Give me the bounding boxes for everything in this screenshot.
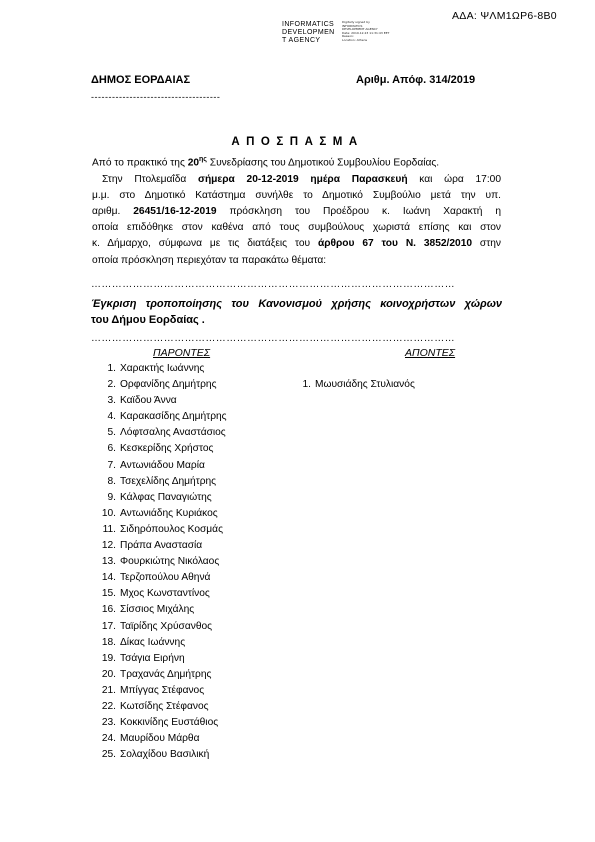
member-name: Τσάγια Ειρήνη <box>120 652 185 664</box>
member-number: 25. <box>101 749 116 761</box>
member-name: Ταϊρίδης Χρύσανθος <box>120 620 213 632</box>
member-number: 1. <box>107 363 116 374</box>
member-name: Καρακασίδης Δημήτρης <box>120 411 227 423</box>
member-number: 16. <box>101 604 116 616</box>
ada-code: ΑΔΑ: ΨΛΜ1ΩΡ6-8Β0 <box>452 10 557 22</box>
present-member <box>90 361 227 377</box>
present-member <box>90 458 227 474</box>
member-name: Σίσσιος Μιχάλης <box>120 604 195 616</box>
member-name: Αντωνιάδου Μαρία <box>120 459 205 471</box>
member-number: 7. <box>107 459 116 471</box>
member-number: 1. <box>302 379 311 390</box>
member-number: 22. <box>101 700 116 712</box>
municipality-underline: ------------------------------------- <box>91 92 221 102</box>
present-member <box>90 586 227 602</box>
member-number: 8. <box>107 475 116 487</box>
member-number: 14. <box>101 572 116 584</box>
separator-dots: …………………………………………………………………………………………… <box>91 333 455 344</box>
present-member <box>90 474 227 490</box>
member-name: Πράπα Αναστασία <box>120 540 203 552</box>
present-member <box>90 683 227 699</box>
member-name: Αντωνιάδης Κυριάκος <box>120 507 218 519</box>
member-number: 12. <box>101 540 116 552</box>
member-name: Λόφτσαλης Αναστάσιος <box>120 427 226 439</box>
member-number: 5. <box>107 427 116 439</box>
digital-signature-stamp: Digitally signed by INFORMATICS DEVELOPMENT AGENCY Date: 2019.12.23 11:31:43 EET Reason: Location: Athens <box>342 20 390 42</box>
present-member <box>90 602 227 618</box>
member-name: Κάλφας Παναγιώτης <box>120 491 212 503</box>
org-line: DEVELOPMEN <box>282 29 335 36</box>
present-member <box>90 570 227 586</box>
member-name: Χαρακτής Ιωάννης <box>120 363 205 374</box>
member-number: 23. <box>101 717 116 729</box>
member-number: 13. <box>101 556 116 568</box>
member-name: Μαυρίδου Μάρθα <box>120 733 200 745</box>
municipality-name: ΔΗΜΟΣ ΕΟΡΔΑΙΑΣ <box>91 74 191 86</box>
member-number: 10. <box>101 507 116 519</box>
subject-title: Έγκριση τροποποίησης του Κανονισμού χρήσης κοινοχρήστων χώρων του Δήμου Εορδαίας . <box>91 298 502 326</box>
member-name: Μχος Κωνσταντίνος <box>120 588 210 600</box>
present-member <box>90 506 227 522</box>
member-number: 3. <box>107 395 116 407</box>
member-number: 21. <box>101 684 116 696</box>
member-number: 24. <box>101 733 116 745</box>
member-name: Τερζοπούλου Αθηνά <box>120 572 211 584</box>
absent-header: ΑΠΟΝΤΕΣ <box>405 347 456 359</box>
member-name: Κωτσίδης Στέφανος <box>120 700 209 712</box>
member-name: Δίκας Ιωάννης <box>120 636 186 648</box>
present-member <box>90 522 227 538</box>
member-name: Τσεχελίδης Δημήτρης <box>120 475 217 487</box>
absent-list <box>285 377 415 393</box>
separator-dots: …………………………………………………………………………………………… <box>91 279 455 290</box>
intro-paragraph: Από το πρακτικό της $20^{\eta\varsigma}$ Συνεδρίασης του Δημοτικού Συμβουλίου Εορδαίας. Στην Πτολεμαΐδα σήμερα 20-12-2019 ημέρα Παρασκευή και ώρα 17:00 μ.μ. στο Δημοτικό Κατάστημα συνήλθε το Δημοτικό Συμβούλιο μετά την υπ. αριθμ. 26451/16-12-2019 πρόσκληση του Προέδρου κ. Ιωάνη Χαρακτή η οποία επιδόθηκε στον καθένα από τους συμβούλους χωριστά επίσης και στον κ. Δήμαρχο, σύμφωνα με τις διατάξεις του άρθρου 67 του Ν. 3852/2010 στην οποία πρόσκληση περιεχόταν τα παρακάτω θέματα: <box>92 156 502 266</box>
document-title: ΑΠΟΣΠΑΣΜΑ <box>231 136 364 148</box>
org-line: INFORMATICS <box>282 21 335 28</box>
present-member <box>90 651 227 667</box>
member-name: Μπίγγας Στέφανος <box>120 684 205 696</box>
member-name: Κοκκινίδης Ευστάθιος <box>120 717 219 729</box>
member-name: Σιδηρόπουλος Κοσμάς <box>120 523 223 535</box>
member-number: 9. <box>107 491 116 503</box>
member-name: Μωυσιάδης Στυλιανός <box>315 379 415 390</box>
member-number: 6. <box>107 443 116 455</box>
present-member <box>90 441 227 457</box>
member-name: Κεσκερίδης Χρήστος <box>120 443 214 455</box>
present-member <box>90 393 227 409</box>
member-name: Τραχανάς Δημήτρης <box>120 668 212 680</box>
member-number: 20. <box>101 668 116 680</box>
member-number: 19. <box>101 652 116 664</box>
present-member <box>90 731 227 747</box>
member-number: 4. <box>107 411 116 423</box>
present-member <box>90 715 227 731</box>
member-name: Ορφανίδης Δημήτρης <box>120 379 217 391</box>
absent-member <box>285 377 415 393</box>
decision-number: Αριθμ. Απόφ. 314/2019 <box>356 74 476 86</box>
member-name: Σολαχίδου Βασιλική <box>120 749 210 761</box>
present-list <box>90 361 227 763</box>
present-member <box>90 667 227 683</box>
member-number: 2. <box>107 379 116 391</box>
present-member <box>90 490 227 506</box>
present-member <box>90 554 227 570</box>
present-member <box>90 747 227 763</box>
present-header: ΠΑΡΟΝΤΕΣ <box>153 347 211 359</box>
member-number: 17. <box>101 620 116 632</box>
member-number: 11. <box>102 523 116 535</box>
present-member <box>90 377 227 393</box>
present-member <box>90 699 227 715</box>
present-member <box>90 409 227 425</box>
member-name: Καϊδου Άννα <box>120 395 177 407</box>
present-member <box>90 538 227 554</box>
present-member <box>90 425 227 441</box>
org-line: T AGENCY <box>282 37 321 44</box>
signature-org-name <box>282 21 335 45</box>
member-number: 18. <box>101 636 116 648</box>
member-name: Φουρκιώτης Νικόλαος <box>120 556 220 568</box>
present-member <box>90 635 227 651</box>
present-member <box>90 619 227 635</box>
member-number: 15. <box>101 588 116 600</box>
